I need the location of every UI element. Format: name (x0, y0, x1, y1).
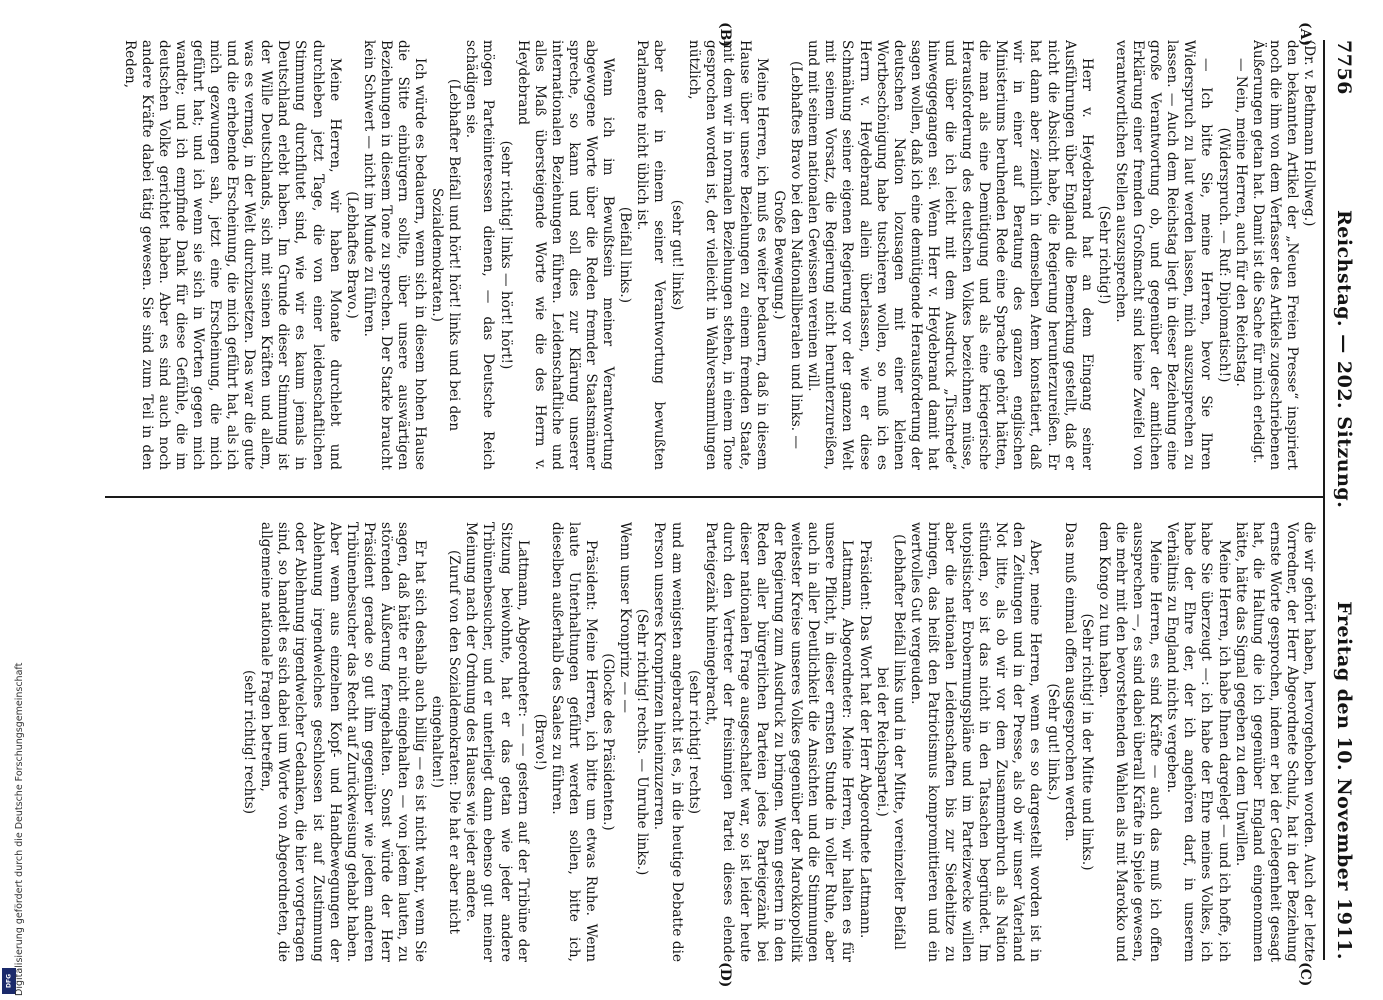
interjection: (Bravo!) (531, 713, 548, 771)
paragraph: — Nein, meine Herren, auch für den Reichstag. (1232, 58, 1249, 387)
left-text-column (102, 40, 1317, 470)
paragraph: Wenn ich im Bewußtsein meiner Verantwortung abgewogene Worte über die Reden fremder Staatsmänner spreche, so kann und soll dies zur Klärung unserer internationalen Beziehungen führen. Leidenschaftliche und alles Maß übersteigende Worte wie die des Herrn v. Heydebrand (514, 40, 617, 470)
header-rule (1323, 40, 1325, 960)
interjection: (Sehr gut! links.) (1044, 683, 1061, 801)
paragraph: Das muß einmal offen ausgesprochen werden. (1061, 522, 1078, 842)
margin-marker-d: (D) (717, 962, 733, 988)
paragraph: aber der in einem seiner Verantwortung bewußten Parlamente nicht üblich ist. (634, 40, 668, 470)
page-header (1325, 40, 1355, 960)
interjection: (Zuruf von den Sozialdemokraten: Die hat er aber nicht eingehalten!) (429, 550, 463, 934)
interjection: (Lebhaftes Bravo.) (343, 191, 360, 319)
paragraph: Meine Herren, ich habe Ihnen dargelegt — und ich hoffe, ich habe Sie überzeugt —: ich habe der Ehre meines Volkes, ich habe der Ehre der, der ich angehören darf, in unserem Verhältnis zu England nichts vergeben. (1164, 522, 1232, 962)
interjection: (Widerspruch. — Ruf: Diplomatisch!) (1215, 127, 1232, 383)
interjection: (Glocke des Präsidenten.) (600, 653, 617, 831)
margin-marker-c: (C) (1297, 962, 1313, 987)
header-title: Reichstag. — 202. Sitzung. (1333, 210, 1355, 509)
interjection: (Beifall links.) (617, 206, 634, 304)
paragraph: mögen Parteiinteressen dienen, — das Deutsche Reich schädigen sie. (463, 40, 497, 470)
paragraph: Herr v. Heydebrand hat an dem Eingang seiner Ausführungen über England die Bemerkung gestellt, daß er nicht die Absicht habe, die Regierung herunterzureißen. Er hat dann aber ziemlich in demselben Atem konstatiert, daß wir in einer auf Beratung des ganzen englischen Ministeriums beruhenden Rede eine Sprache gehört hätten, die man als eine Demütigung und als eine kriegerische Herausforderung des deutschen Volkes bezeichnen müsse, und über die ich leicht mit dem Ausdruck „Tischrede“ hinweggegangen sei. Wenn Herr v. Heydebrand damit hat sagen wollen, daß ich eine demütigende Herausforderung der deutschen Nation lozusagen mit einer kleinen Wortbeschönigung habe tuschieren wollen, so muß ich es Herrn v. Heydebrand allein überlassen, wie er diese Schmähung seiner eigenen Regierung vor der ganzen Welt mit seinem Vorsatz, die Regierung nicht herunterzureißen, und mit seinem nationalen Gewissen vereinen will. (805, 40, 1095, 470)
paragraph: Ich würde es bedauern, wenn sich in diesem hohen Hause die Sitte einbürgern sollte, über unsere auswärtigen Beziehungen in diesem Tone zu sprechen. Der Starke braucht kein Schwert — nicht im Munde zu führen. (360, 40, 429, 470)
paragraph: Lattmann, Abgeordneter: Meine Herren, wir halten es für unsere Pflicht, in dieser ernsten Stunde in voller Ruhe, aber auch in aller Deutlichkeit die Ansichten und die Stimmungen weitester Kreise unseres Volkes gegenüber der Marokkopolitik der Regierung zum Ausdruck zu bringen. Wenn gestern in den Reden aller bürgerlichen Parteien jedes Parteigezänk bei dieser nationalen Frage ausgeschaltet war, so ist leider heute durch den Vertreter der freisinnigen Partei dieses elende Parteigezänk hineingebracht, (702, 522, 856, 962)
interjection: (Lebhaftes Bravo bei den Nationalliberalen und links. — Große Bewegung.) (771, 61, 805, 449)
right-text-column (102, 522, 1317, 962)
interjection: (sehr gut! links) (668, 199, 685, 311)
paragraph: Präsident: Meine Herren, ich bitte um etwas Ruhe. Wenn laute Unterhaltungen geführt werden sollen, bitte ich, dieselben außerhalb des Saales zu führen. (548, 522, 600, 962)
paragraph: den bekannten Artikel der „Neuen Freien Presse“ inspiriert noch die ihm von dem Verfasser des Artikels zugeschriebenen Äußerungen getan hat. Damit ist die Sache für mich erledigt. (1249, 40, 1300, 470)
paragraph: Wenn unser Kronprinz — — (617, 522, 634, 713)
paragraph: Meine Herren, wir haben Monate durchlebt und durchleben jetzt Tage, die von einer leidenschaftlichen Stimmung durchflutet sind, wie wir es kaum jemals in Deutschland erlebt haben. Im Grunde dieser Stimmung ist der Wille Deutschlands, sich mit seinen Kräften und allem, was es vermag, in der Welt durchzusetzen. Das war die gute und die erhebende Erscheinung, die mich geführt hat, als ich mich gezwungen sah, jetzt eine Erscheinung, die mich geführt hat; und ich wenn sie sich in Worten gegen mich wandte; und ich empfinde Dank für diese Gefühle, die im deutschen Volke gerichtet haben. Aber es sind auch noch andere Kräfte dabei tätig gewesen. Sie sind zum Teil in den Reden, (121, 40, 343, 470)
interjection: (Sehr richtig! in der Mitte und links.) (1078, 613, 1095, 871)
page-number: 7756 (1333, 40, 1355, 95)
paragraph: Meine Herren, es sind Kräfte — auch das muß ich offen aussprechen —, es sind dabei überall Kräfte in Spiele gewesen, die mehr mit den bevorstehenden Wahlen als mit Marokko und dem Kongo zu tun haben. (1095, 522, 1164, 962)
digitization-credit: Digitalisierung gefördert durch die Deutsche Forschungsgemeinschaft (14, 662, 25, 996)
paragraph: Aber, meine Herren, wenn es so dargestellt worden ist in den Zeitungen und in der Presse, als ob wir unser Vaterland Not litte, als ob wir vor dem Zusammenbruch als Nation stünden, so ist das nicht in den Tatsachen begründet. Im utopistischer Erobermungspläne und im Parteizwecke willen aber die nationalen Leidenschaften bis zur Siedehitze zu bringen, das heißt den Patriotismus kompromittieren und ein wertvolles Gut vergeuden. (907, 522, 1044, 962)
paragraph: die wir gehört haben, hervorgehoben worden. Auch der letzte Vorredner, der Herr Abgeordnete Schulz, hat in der Beziehung ernste Worte gesprochen, indem er bei der Gelegenheit gesagt hat, die Haltung die ich gegenüber England eingenommen hätte, hätte das Signal gegeben zu dem Unwillen. (1232, 522, 1317, 962)
paragraph: Meine Herren, ich muß es weiter bedauern, daß in diesem Hause über unsere Beziehungen zu einem fremden Staate, mit dem wir in normalen Beziehungen stehen, in einem Tone gesprochen worden ist, der vielleicht in Wahlversammlungen nützlich, (685, 40, 770, 470)
interjection: (sehr richtig! links — hört! hört!) (497, 140, 514, 370)
interjection: (sehr richtig! rechts) (241, 669, 258, 815)
interjection: (Sehr richtig! rechts. — Unruhe links.) (634, 608, 651, 876)
dfg-logo: DFG (2, 968, 16, 994)
margin-marker-a: (A) (1297, 22, 1313, 47)
paragraph: Lattmann, Abgeordneter: — — gestern auf der Tribüne der Sitzung beiwohnte, hat er das getan wie jeder andere Tribünenbesucher, und er unterliegt dann ebenso gut meiner Meinung nach der Ordnung des Hauses wie jeder andere. (463, 522, 531, 962)
header-date: Freitag den 10. November 1911. (1333, 601, 1355, 960)
paragraph: Präsident: Das Wort hat der Herr Abgeordnete Lattmann. (856, 540, 873, 939)
paragraph: und am wenigsten angebracht ist es, in die heutige Debatte die Person unseres Kronprinzen hineinzuzerren. (651, 522, 685, 962)
interjection: (Lebhafter Beifall und hört! hört! links und bei den Sozialdemokraten.) (429, 78, 463, 432)
interjection: (Lebhafter Beifall links und in der Mitte, vereinzelter Beifall bei der Reichspartei.) (873, 534, 907, 950)
paragraph: Er hat sich deshalb auch billig — es ist nicht wahr, wenn Sie sagen, daß hätte er nicht eingehalten — von jedem lauten, zu störenden Äußerung ferngehalten. Sonst würde der Herr Präsident gerade so gut ihm gegenüber wie jedem anderen Tribünenbesucher das Recht auf Zurückweisung gehabt haben. Aber wenn aus einzelnen Kopf- und Handbewegungen der Ablehnung irgendwelches geschlossen ist auf Zustimmung oder Ablehnung irgendwelcher Gedanken, die hier vorgetragen sind, so handelt es sich dabei um Worte von Abgeordneten, die allgemeine nationale Fragen betreffen, (258, 522, 429, 962)
margin-marker-b: (B) (717, 22, 733, 48)
interjection: (sehr richtig! rechts) (685, 669, 702, 815)
paragraph: — Ich bitte Sie, meine Herren, bevor Sie Ihren Widerspruch zu laut werden lassen, mich auszusprechen zu lassen. — Auch dem Reichstag liegt in dieser Beziehung eine große Verantwortung ob, und gegenüber der amtlichen Erklärung einer fremden Großmacht sind keine Zweifel von verantwortlichen Stellen auszusprechen. (1112, 40, 1215, 470)
interjection: (Sehr richtig!) (1095, 205, 1112, 305)
paragraph: (Dr. v. Bethmann Hollweg.) (1301, 40, 1317, 227)
column-divider (105, 496, 1323, 498)
